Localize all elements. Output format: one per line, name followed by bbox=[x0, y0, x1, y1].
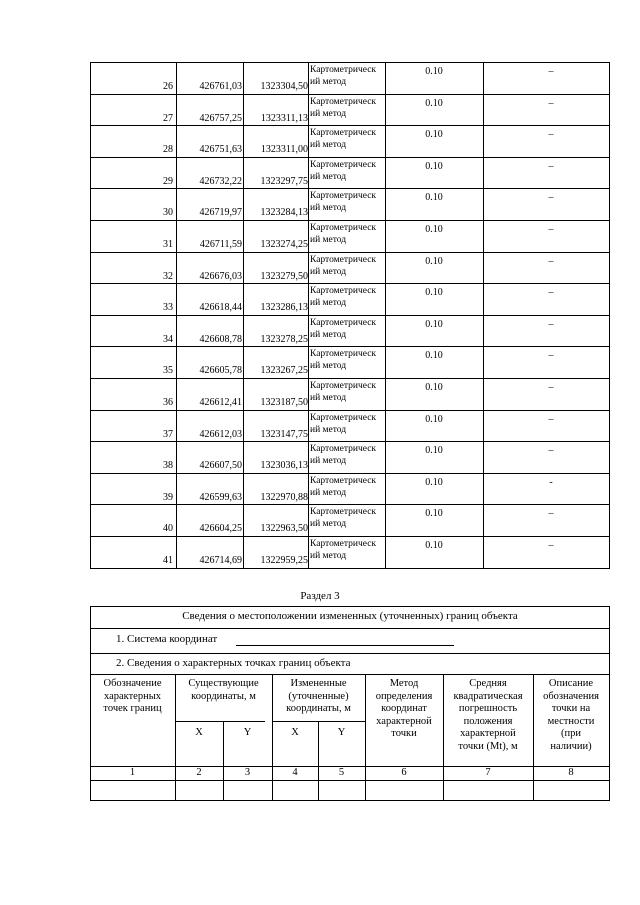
method: Картометрическ ий метод bbox=[310, 286, 377, 308]
column-number: 6 bbox=[401, 767, 407, 778]
description: – bbox=[548, 508, 554, 519]
accuracy: 0.10 bbox=[425, 414, 443, 425]
coord-x: 426751,63 bbox=[199, 144, 242, 155]
description: – bbox=[548, 540, 554, 551]
divider bbox=[90, 252, 610, 253]
description: – bbox=[548, 98, 554, 109]
description: – bbox=[548, 192, 554, 203]
coord-x: 426711,59 bbox=[199, 239, 242, 250]
coord-x: 426604,25 bbox=[199, 523, 242, 534]
coord-y: 1323279,50 bbox=[260, 271, 308, 282]
method: Картометрическ ий метод bbox=[310, 191, 377, 213]
header-existing-y: Y bbox=[243, 727, 252, 738]
column-number: 3 bbox=[244, 767, 251, 778]
accuracy: 0.10 bbox=[425, 224, 443, 235]
coord-x: 426732,22 bbox=[199, 176, 242, 187]
description: - bbox=[549, 477, 553, 488]
description: – bbox=[548, 161, 554, 172]
accuracy: 0.10 bbox=[425, 508, 443, 519]
point-number: 29 bbox=[163, 176, 173, 187]
method: Картометрическ ий метод bbox=[310, 255, 377, 277]
coord-y: 1323304,50 bbox=[260, 81, 308, 92]
divider bbox=[90, 283, 610, 284]
column-number: 7 bbox=[485, 767, 491, 778]
column-number: 1 bbox=[129, 767, 136, 778]
point-number: 40 bbox=[163, 523, 173, 534]
method: Картометрическ ий метод bbox=[310, 97, 377, 119]
description: – bbox=[548, 414, 554, 425]
coord-y: 1323286,13 bbox=[260, 302, 308, 313]
column-number: 2 bbox=[196, 767, 202, 778]
divider bbox=[90, 346, 610, 347]
coord-y: 1323036,13 bbox=[260, 460, 308, 471]
coord-x: 426612,41 bbox=[199, 397, 242, 408]
method: Картометрическ ий метод bbox=[310, 65, 377, 87]
section-title: Раздел 3 bbox=[300, 590, 340, 602]
header-point-designation: Обозначение характерных точек границ bbox=[103, 678, 162, 714]
header-existing-x: X bbox=[195, 727, 203, 738]
method: Картометрическ ий метод bbox=[310, 539, 377, 561]
divider bbox=[90, 220, 610, 221]
description: – bbox=[548, 224, 554, 235]
method: Картометрическ ий метод bbox=[310, 413, 377, 435]
header-method: Метод определения координат характерной точки bbox=[375, 678, 433, 739]
point-number: 30 bbox=[163, 207, 173, 218]
description: – bbox=[548, 319, 554, 330]
point-number: 27 bbox=[163, 113, 173, 124]
coord-x: 426607,50 bbox=[199, 460, 242, 471]
method: Картометрическ ий метод bbox=[310, 128, 377, 150]
coord-x: 426605,78 bbox=[199, 365, 242, 376]
coord-system-input-line bbox=[236, 645, 454, 646]
coord-y: 1323267,25 bbox=[260, 365, 308, 376]
divider bbox=[90, 157, 610, 158]
point-number: 41 bbox=[163, 555, 173, 566]
point-number: 33 bbox=[163, 302, 173, 313]
point-number: 37 bbox=[163, 429, 173, 440]
point-number: 26 bbox=[163, 81, 173, 92]
divider bbox=[90, 62, 610, 63]
accuracy: 0.10 bbox=[425, 540, 443, 551]
divider bbox=[90, 674, 610, 675]
header-changed-coords: Измененные (уточненные) координаты, м bbox=[286, 678, 351, 714]
header-accuracy: Средняя квадратическая погрешность положения характерной точки (Mt), м bbox=[453, 678, 523, 752]
accuracy: 0.10 bbox=[425, 129, 443, 140]
divider bbox=[90, 94, 610, 95]
point-number: 39 bbox=[163, 492, 173, 503]
point-number: 32 bbox=[163, 271, 173, 282]
divider bbox=[90, 410, 610, 411]
accuracy: 0.10 bbox=[425, 382, 443, 393]
point-number: 31 bbox=[163, 239, 173, 250]
description: – bbox=[548, 256, 554, 267]
coord-x: 426618,44 bbox=[199, 302, 242, 313]
header-description: Описание обозначения точки на местности (при наличии) bbox=[543, 678, 599, 752]
coord-y: 1323187,50 bbox=[260, 397, 308, 408]
method: Картометрическ ий метод bbox=[310, 349, 377, 371]
coord-x: 426761,03 bbox=[199, 81, 242, 92]
accuracy: 0.10 bbox=[425, 256, 443, 267]
header-existing-coords: Существующие координаты, м bbox=[188, 678, 259, 702]
coord-y: 1322970,88 bbox=[260, 492, 308, 503]
accuracy: 0.10 bbox=[425, 350, 443, 361]
divider bbox=[90, 606, 610, 607]
description: – bbox=[548, 129, 554, 140]
divider bbox=[90, 568, 610, 569]
coord-y: 1323274,25 bbox=[260, 239, 308, 250]
method: Картометрическ ий метод bbox=[310, 223, 377, 245]
description: – bbox=[548, 382, 554, 393]
accuracy: 0.10 bbox=[425, 161, 443, 172]
coord-y: 1323297,75 bbox=[260, 176, 308, 187]
description: – bbox=[548, 350, 554, 361]
divider bbox=[90, 188, 610, 189]
accuracy: 0.10 bbox=[425, 192, 443, 203]
point-number: 34 bbox=[163, 334, 173, 345]
method: Картометрическ ий метод bbox=[310, 160, 377, 182]
divider bbox=[90, 536, 610, 537]
coord-x: 426599,63 bbox=[199, 492, 242, 503]
divider bbox=[90, 800, 610, 801]
description: – bbox=[548, 66, 554, 77]
divider bbox=[175, 721, 265, 722]
coord-x: 426719,97 bbox=[199, 207, 242, 218]
coord-y: 1323147,75 bbox=[260, 429, 308, 440]
section-heading: Сведения о местоположении измененных (уточненных) границ объекта bbox=[182, 610, 518, 622]
accuracy: 0.10 bbox=[425, 98, 443, 109]
method: Картометрическ ий метод bbox=[310, 444, 377, 466]
column-number: 8 bbox=[568, 767, 574, 778]
coord-y: 1323284,13 bbox=[260, 207, 308, 218]
coord-system-label: 1. Система координат bbox=[116, 633, 218, 645]
method: Картометрическ ий метод bbox=[310, 476, 377, 498]
description: – bbox=[548, 445, 554, 456]
divider bbox=[90, 653, 610, 654]
coord-x: 426608,78 bbox=[199, 334, 242, 345]
divider bbox=[90, 628, 610, 629]
coord-x: 426676,03 bbox=[199, 271, 242, 282]
divider bbox=[90, 378, 610, 379]
coord-y: 1323311,13 bbox=[260, 113, 308, 124]
divider bbox=[90, 125, 610, 126]
method: Картометрическ ий метод bbox=[310, 507, 377, 529]
coord-y: 1323311,00 bbox=[260, 144, 308, 155]
divider bbox=[90, 473, 610, 474]
accuracy: 0.10 bbox=[425, 445, 443, 456]
divider bbox=[90, 441, 610, 442]
point-number: 28 bbox=[163, 144, 173, 155]
point-number: 38 bbox=[163, 460, 173, 471]
points-label: 2. Сведения о характерных точках границ объекта bbox=[116, 657, 351, 669]
accuracy: 0.10 bbox=[425, 66, 443, 77]
header-changed-y: Y bbox=[337, 727, 346, 738]
coord-x: 426714,69 bbox=[199, 555, 242, 566]
divider bbox=[90, 315, 610, 316]
point-number: 35 bbox=[163, 365, 173, 376]
divider bbox=[90, 504, 610, 505]
accuracy: 0.10 bbox=[425, 477, 443, 488]
coord-x: 426612,03 bbox=[199, 429, 242, 440]
accuracy: 0.10 bbox=[425, 287, 443, 298]
description: – bbox=[548, 287, 554, 298]
column-number: 5 bbox=[338, 767, 345, 778]
coord-x: 426757,25 bbox=[199, 113, 242, 124]
accuracy: 0.10 bbox=[425, 319, 443, 330]
coord-y: 1323278,25 bbox=[260, 334, 308, 345]
method: Картометрическ ий метод bbox=[310, 381, 377, 403]
point-number: 36 bbox=[163, 397, 173, 408]
method: Картометрическ ий метод bbox=[310, 318, 377, 340]
column-number: 4 bbox=[292, 767, 298, 778]
divider bbox=[90, 780, 610, 781]
coord-y: 1322959,25 bbox=[260, 555, 308, 566]
divider bbox=[609, 606, 610, 801]
coord-y: 1322963,50 bbox=[260, 523, 308, 534]
header-changed-x: X bbox=[291, 727, 299, 738]
